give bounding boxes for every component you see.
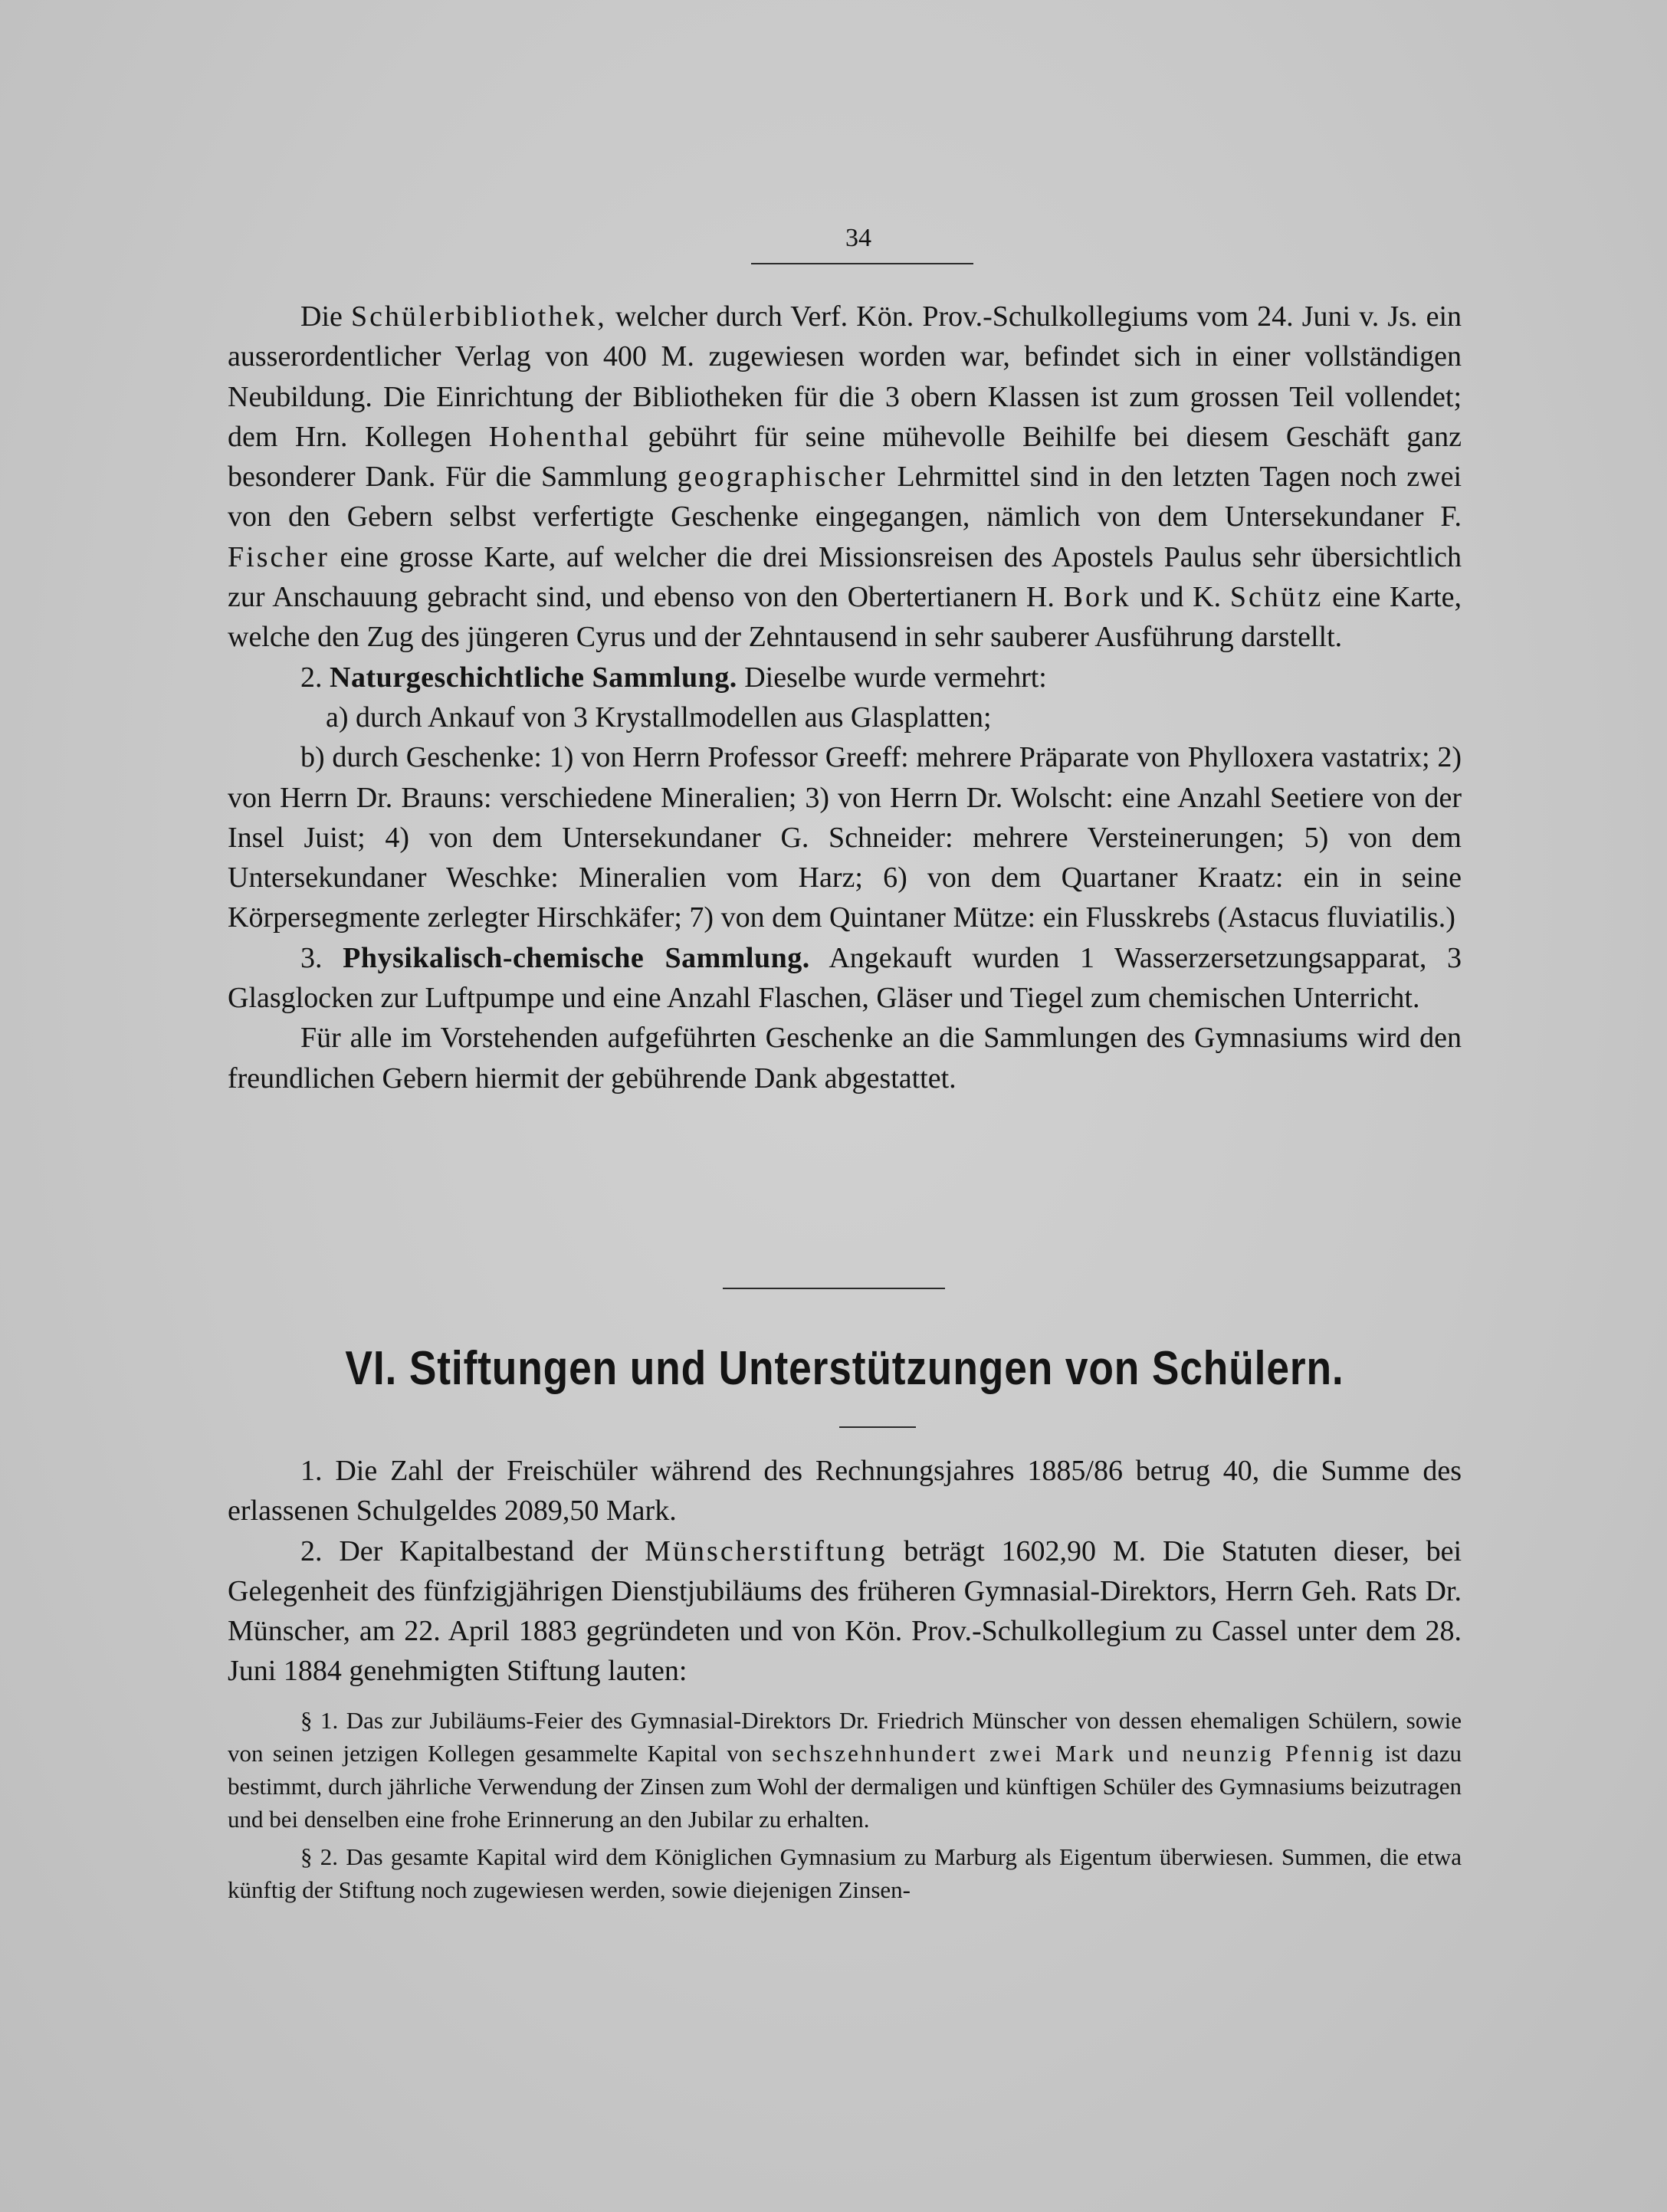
- emphasis-hohenthal: Hohenthal: [488, 420, 631, 453]
- text-span: Die: [300, 300, 343, 333]
- foundations-section: [228, 1451, 1462, 1906]
- statute-paragraph-1: [228, 1704, 1462, 1836]
- emphasis-geographischer: geographischer: [677, 461, 888, 494]
- page-number: 34: [845, 224, 871, 252]
- emphasis-muenscherstiftung: Münscherstiftung: [645, 1534, 888, 1567]
- text-span: Lehrmittel sind in den letzten Tagen noch zwei von den Gebern selbst verfertigte Geschenke eingegangen, nämlich von dem Untersekundaner F.: [228, 461, 1462, 533]
- item-number: 2.: [300, 661, 323, 694]
- natural-history-paragraph: [228, 658, 1462, 697]
- library-paragraph: [228, 297, 1462, 658]
- collections-report: [228, 297, 1462, 1098]
- title-divider: [839, 1426, 916, 1428]
- emphasis-schuetz: Schütz: [1229, 581, 1324, 614]
- text-span: § 1. Das zur Jubiläums-Feier des Gymnasial-Direktors Dr. Friedrich Münscher von dessen ehemaligen Schülern, sowie von seinen jetzigen Kollegen gesammelte Kapital von: [228, 1706, 1462, 1767]
- physics-chemistry-paragraph: [228, 938, 1462, 1019]
- text-span: gebührt für seine mühevolle Beihilfe bei diesem Geschäft ganz besonderer Dank. Für die Sammlung: [228, 420, 1462, 494]
- statute-paragraph-2: § 2. Das gesamte Kapital wird dem Königlichen Gymnasium zu Marburg als Eigentum überwiesen. Summen, die etwa künftig der Stiftung noch zugewiesen werden, sowie diejenigen Zinsen-: [228, 1843, 1462, 1903]
- emphasis-capital-amount: sechszehnhundert zwei Mark und neunzig Pfennig: [772, 1739, 1376, 1767]
- natural-history-item-b: b) durch Geschenke: 1) von Herrn Professor Greeff: mehrere Präparate von Phylloxera vastatrix; 2) von Herrn Dr. Brauns: verschiedene Mineralien; 3) von Herrn Dr. Wolscht: eine Anzahl Seetiere von der Insel Juist; 4) von dem Untersekundaner G. Schneider: mehrere Versteinerungen; 5) von dem Untersekundaner Weschke: Mineralien vom Harz; 6) von dem Quartaner Kraatz: ein in seine Körpersegmente zerlegter Hirschkäfer; 7) von dem Quintaner Mütze: ein Flusskrebs (Astacus fluviatilis.): [228, 741, 1462, 934]
- text-span: 2. Der Kapitalbestand der: [300, 1534, 628, 1567]
- text-span: eine grosse Karte, auf welcher die drei Missionsreisen des Apostels Paulus sehr übersichtlich zur Anschauung gebracht sind, und ebenso von den Obertertianern H.: [228, 540, 1462, 614]
- emphasis-schuelerbibliothek: Schülerbibliothek,: [351, 300, 607, 333]
- text-span: welcher durch Verf. Kön. Prov.-Schulkollegiums vom 24. Juni v. Js. ein ausserordentlicher Verlag von 400 M. zugewiesen worden war, befindet sich in einer vollständigen Neubildung. Die Einrichtung der Bibliotheken für die 3 obern Klassen ist zum grossen Teil vollendet; dem Hrn. Kollegen: [228, 300, 1462, 453]
- thanks-paragraph: Für alle im Vorstehenden aufgeführten Geschenke an die Sammlungen des Gymnasiums wird den freundlichen Gebern hiermit der gebührende Dank abgestattet.: [228, 1022, 1462, 1095]
- muenscher-foundation-paragraph: [228, 1531, 1462, 1692]
- emphasis-fischer: Fischer: [228, 540, 330, 573]
- item-number: 3.: [300, 941, 323, 974]
- text-span: eine Karte, welche den Zug des jüngeren Cyrus und der Zehntausend in sehr sauberer Ausführung darstellt.: [228, 581, 1462, 654]
- emphasis-bork: Bork: [1063, 581, 1131, 614]
- text-span: und K.: [1140, 581, 1222, 614]
- section-title: VI. Stiftungen und Unterstützungen von Schülern.: [345, 1342, 1344, 1395]
- free-students-paragraph: 1. Die Zahl der Freischüler während des Rechnungsjahres 1885/86 betrug 40, die Summe des erlassenen Schulgeldes 2089,50 Mark.: [228, 1455, 1462, 1528]
- header-rule: [751, 263, 973, 264]
- section-divider: [723, 1288, 945, 1289]
- text-span: Angekauft wurden 1 Wasserzersetzungsapparat, 3 Glasglocken zur Luftpumpe und eine Anzahl Flaschen, Gläser und Tiegel zum chemischen Unterricht.: [228, 941, 1462, 1015]
- text-span: Dieselbe wurde vermehrt:: [744, 661, 1047, 694]
- natural-history-heading: Naturgeschichtliche Sammlung.: [330, 661, 737, 694]
- physics-chemistry-heading: Physikalisch-chemische Sammlung.: [343, 941, 810, 974]
- natural-history-item-a: a) durch Ankauf von 3 Krystallmodellen aus Glasplatten;: [326, 701, 992, 734]
- text-span: beträgt 1602,90 M. Die Statuten dieser, bei Gelegenheit des fünfzigjährigen Dienstjubiläums des früheren Gymnasial-Direktors, Herrn Geh. Rats Dr. Münscher, am 22. April 1883 gegründeten und von Kön. Prov.-Schulkollegium zu Cassel unter dem 28. Juni 1884 genehmigten Stiftung lauten:: [228, 1534, 1462, 1688]
- text-span: ist dazu bestimmt, durch jährliche Verwendung der Zinsen zum Wohl der dermaligen und künftigen Schüler des Gymnasiums beizutragen und bei denselben eine frohe Erinnerung an den Jubilar zu erhalten.: [228, 1739, 1462, 1833]
